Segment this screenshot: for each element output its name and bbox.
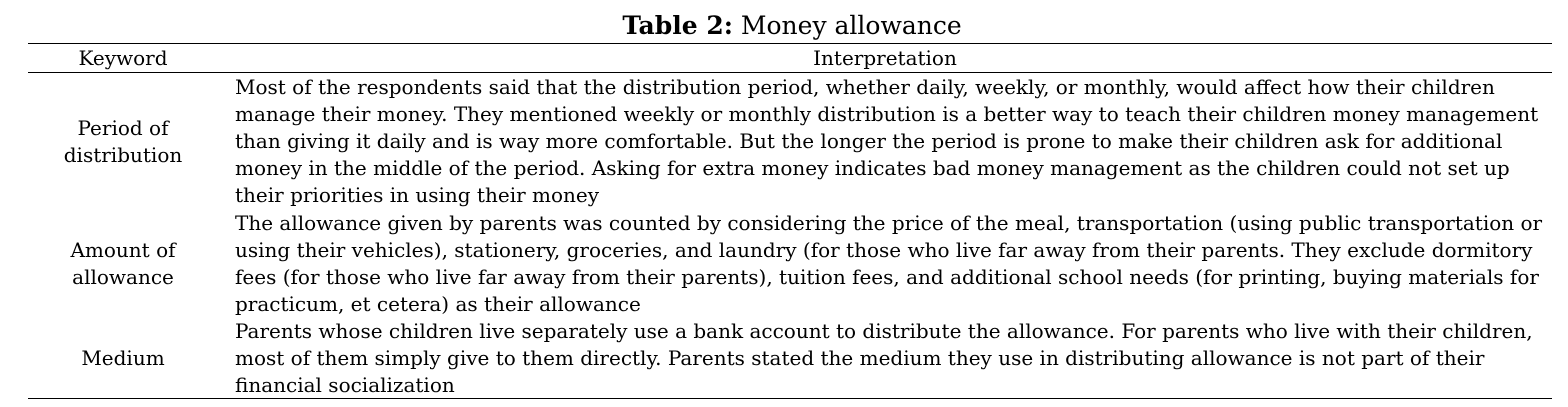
- row-keyword: Amount of allowance: [70, 238, 176, 289]
- row-interpretation: Most of the respondents said that the distribution period, whether daily, weekly, or monthly, would affect how their children manage their money. They mentioned weekly or monthly distribution is a better way to teach their children money management than giving it daily and is way more comfortable. But the longer the period is prone to make their children ask for additional money in the middle of the period. Asking for extra money indicates bad money management as the children could not set up their priorities in using their money: [235, 75, 1539, 207]
- header-rule: [28, 72, 1552, 73]
- row-keyword-cell: [28, 210, 218, 318]
- row-interpretation: The allowance given by parents was counted by considering the price of the meal, transportation (using public transportation or using their vehicles), stationery, groceries, and laundry (for those who live far away from their parents. They exclude dormitory fees (for those who live far away from their parents), tuition fees, and additional school needs (for printing, buying materials for practicum, et cetera) as their allowance: [235, 211, 1543, 316]
- bottom-rule: [28, 398, 1552, 399]
- row-keyword-cell: [28, 318, 218, 399]
- table-label: Table 2:: [622, 11, 733, 40]
- row-keyword: Medium: [81, 346, 165, 370]
- table-row: [28, 318, 1552, 399]
- row-keyword-cell: [28, 74, 218, 210]
- column-header-interpretation: Interpretation: [813, 46, 957, 70]
- table-title: Money allowance: [732, 11, 962, 40]
- table-caption: [0, 9, 1568, 43]
- table-row: [28, 74, 1552, 210]
- top-rule: [28, 43, 1552, 44]
- row-keyword: Period of distribution: [63, 116, 183, 167]
- table-row: [28, 210, 1552, 318]
- row-interpretation: Parents whose children live separately use a bank account to distribute the allowance. For parents who live with their children, most of them simply give to them directly. Parents stated the medium they use in distributing allowance is not part of their financial socialization: [235, 319, 1533, 397]
- column-header-keyword: Keyword: [78, 46, 168, 70]
